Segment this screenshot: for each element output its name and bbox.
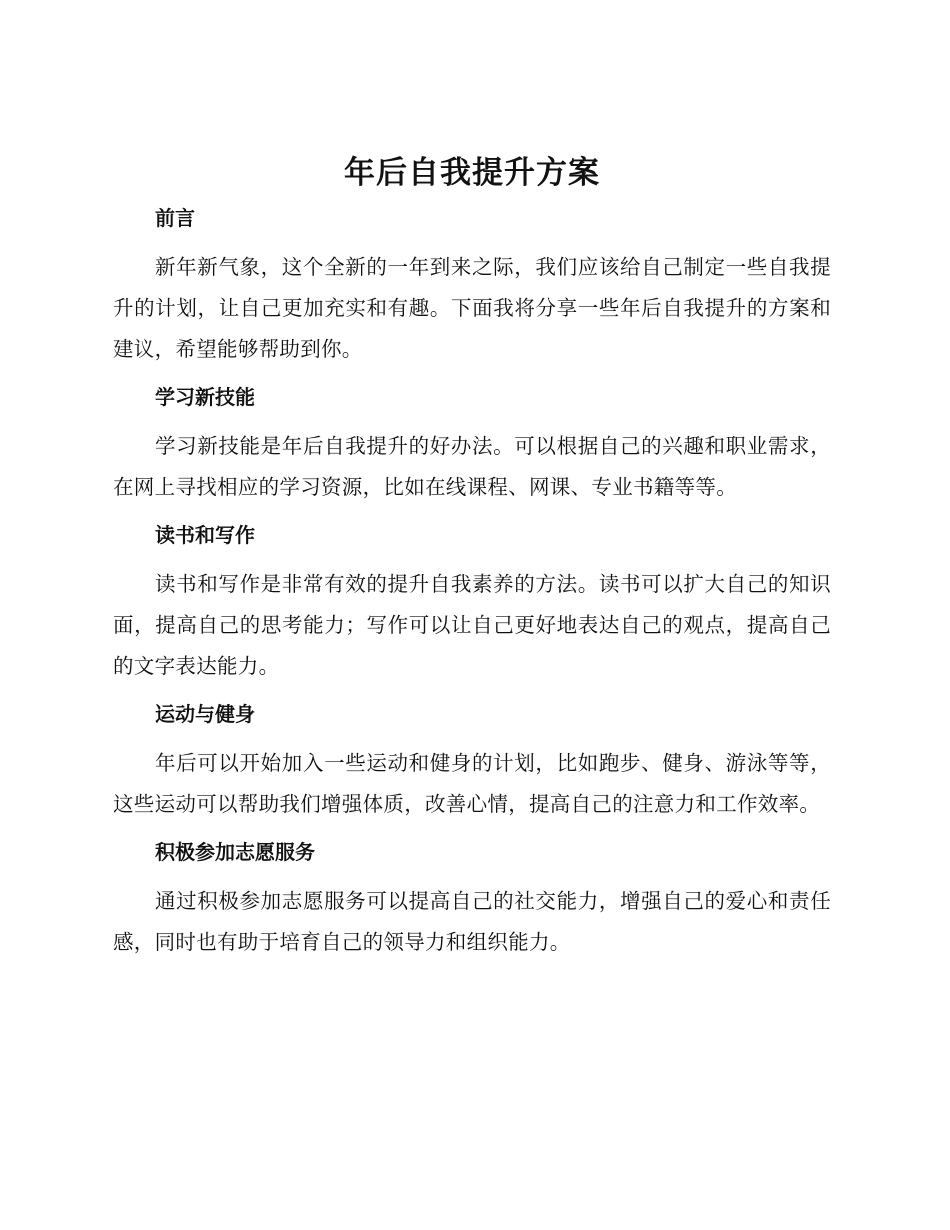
section-heading: 积极参加志愿服务 xyxy=(155,840,315,864)
section-body: 学习新技能是年后自我提升的好办法。可以根据自己的兴趣和职业需求，在网上寻找相应的学习资源，比如在线课程、网课、专业书籍等等。 xyxy=(113,434,831,499)
section-body: 读书和写作是非常有效的提升自我素养的方法。读书可以扩大自己的知识面，提高自己的思考能力；写作可以让自己更好地表达自己的观点，提高自己的文字表达能力。 xyxy=(113,572,831,678)
section-exercise-fitness xyxy=(113,700,831,825)
section-reading-writing xyxy=(113,521,831,687)
section-body: 年后可以开始加入一些运动和健身的计划，比如跑步、健身、游泳等等，这些运动可以帮助我们增强体质，改善心情，提高自己的注意力和工作效率。 xyxy=(113,751,831,816)
document-title: 年后自我提升方案 xyxy=(344,155,600,191)
section-body: 通过积极参加志愿服务可以提高自己的社交能力，增强自己的爱心和责任感，同时也有助于培育自己的领导力和组织能力。 xyxy=(113,889,831,954)
section-heading: 学习新技能 xyxy=(155,385,255,409)
section-heading: 前言 xyxy=(155,206,195,230)
document-content xyxy=(113,146,831,976)
section-volunteer-service xyxy=(113,838,831,963)
section-preface xyxy=(113,204,831,370)
section-body: 新年新气象，这个全新的一年到来之际，我们应该给自己制定一些自我提升的计划，让自己更加充实和有趣。下面我将分享一些年后自我提升的方案和建议，希望能够帮助到你。 xyxy=(113,255,831,361)
section-heading: 读书和写作 xyxy=(155,523,255,547)
section-learn-new-skills xyxy=(113,383,831,508)
section-heading: 运动与健身 xyxy=(155,702,255,726)
